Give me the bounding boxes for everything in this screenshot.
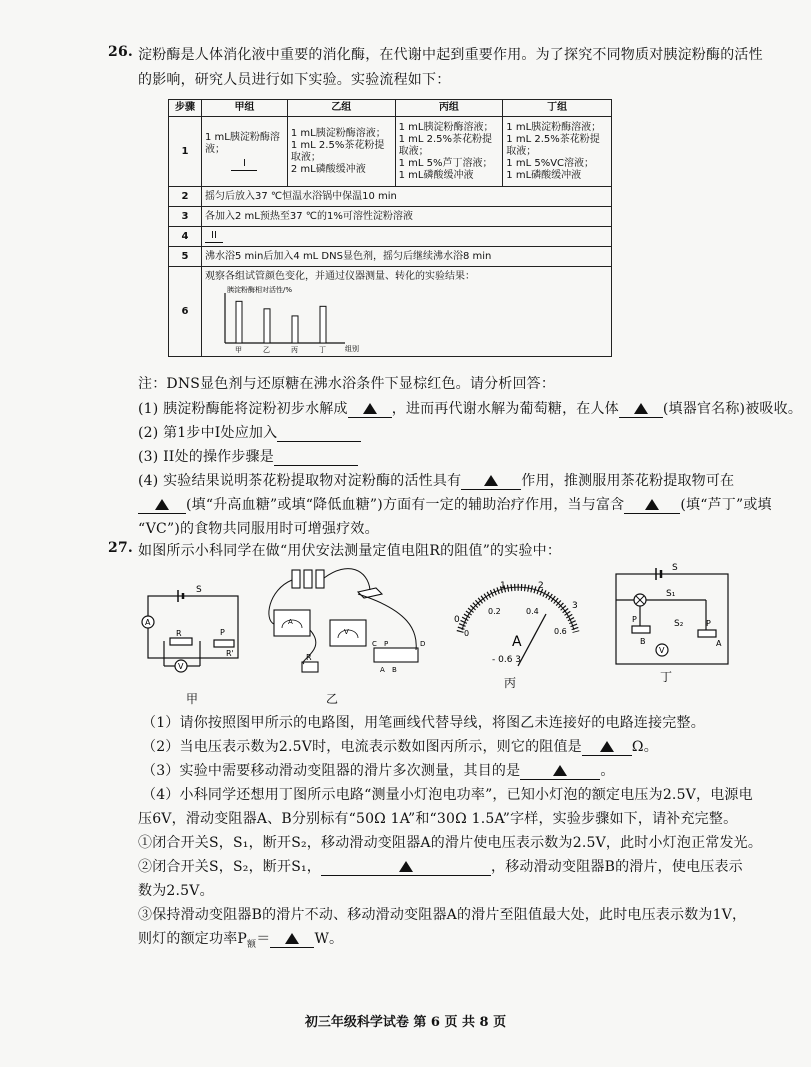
svg-text:0.6: 0.6 — [554, 627, 567, 636]
svg-text:S₁: S₁ — [666, 589, 676, 599]
chart-bar-0 — [236, 301, 242, 343]
table-row4-step: 4 — [169, 227, 202, 247]
svg-text:- 0.6 3: - 0.6 3 — [492, 655, 522, 665]
dial-needle — [518, 614, 546, 666]
table-row2-step: 2 — [169, 187, 202, 207]
svg-text:V: V — [178, 662, 184, 671]
chart-bar-1 — [264, 308, 270, 342]
battery-cell-icon — [304, 570, 312, 588]
chart-category-label: 丁 — [319, 345, 326, 353]
figure-jia-circuit — [136, 578, 246, 688]
table-row1-yi: 1 mL胰淀粉酶溶液； 1 mL 2.5%茶花粉提取液； 2 mL磷酸缓冲液 — [287, 117, 395, 187]
rheostat-b-icon — [632, 626, 650, 633]
bar-chart-svg — [205, 283, 365, 353]
row1-jia-text: 1 mL胰淀粉酶溶液； — [205, 132, 280, 155]
table-row6-step: 6 — [169, 267, 202, 357]
answer-marker-icon — [155, 499, 169, 510]
table-row4-text: II — [202, 227, 612, 247]
q27-part4-line2: 压6V，滑动变阻器A、B分别标有“50Ω 1A”和“30Ω 1.5A”字样，实验步骤如下，请补充完整。 — [138, 811, 738, 827]
svg-text:R: R — [306, 653, 312, 662]
q26-sub3-blank[interactable] — [274, 449, 358, 466]
svg-text:R: R — [176, 629, 182, 638]
q26-sub2: (2) 第1步中I处应加入 — [138, 422, 361, 442]
table-row1-ding: 1 mL胰淀粉酶溶液； 1 mL 2.5%茶花粉提取液； 1 mL 5%VC溶液； 1 mL磷酸缓冲液 — [503, 117, 612, 187]
chart-category-label: 甲 — [235, 345, 242, 353]
q27-part2: （2）当电压表示数为2.5V时，电流表示数如图丙所示，则它的阻值是 Ω。 — [142, 739, 658, 755]
row1-jia-mark: I — [205, 158, 284, 171]
page-footer: 初三年级科学试卷 第 6 页 共 8 页 — [304, 1015, 507, 1030]
answer-marker-icon — [399, 861, 413, 872]
svg-text:R': R' — [226, 649, 234, 658]
svg-text:P: P — [632, 615, 637, 624]
q27-step2-line1: ②闭合开关S，S₂，断开S₁， ，移动滑动变阻器B的滑片，使电压表示 — [138, 859, 743, 875]
answer-marker-icon — [600, 741, 614, 752]
q26-sub4-line2: (填“升高血糖”或填“降低血糖”)方面有一定的辅助治疗作用，当与富含 (填“芦丁”或填 — [138, 494, 772, 514]
q27-step2-line2: 数为2.5V。 — [138, 883, 214, 899]
resistor-r-icon — [170, 638, 192, 645]
q26-sub2-blank[interactable] — [277, 425, 361, 442]
q26-sub1: (1) 胰淀粉酶能将淀粉初步水解成 ，进而再代谢水解为葡萄糖，在人体 (填器官名称)被吸收。 — [138, 401, 803, 417]
q26-sub4-line3: “VC”)的食物共同服用时可增强疗效。 — [138, 521, 379, 537]
figure-yi-apparatus — [258, 560, 438, 685]
table-header-jia: 甲组 — [202, 100, 288, 117]
svg-text:C: C — [372, 640, 377, 648]
q26-number: 26. — [108, 44, 133, 60]
svg-text:D: D — [420, 640, 426, 648]
table-header-yi: 乙组 — [287, 100, 395, 117]
q27-part3: （3）实验中需要移动滑动变阻器的滑片多次测量，其目的是 。 — [142, 763, 615, 779]
answer-marker-icon — [285, 933, 299, 944]
q27-part4-line1: （4）小科同学还想用丁图所示电路“测量小灯泡电功率”，已知小灯泡的额定电压为2.5V，电源电 — [142, 787, 753, 803]
table-row6-cell — [202, 267, 612, 357]
svg-text:2: 2 — [538, 581, 544, 591]
svg-text:A: A — [512, 634, 522, 650]
battery-cell-icon — [316, 570, 324, 588]
answer-marker-icon — [363, 403, 377, 414]
svg-text:A: A — [145, 618, 151, 627]
activity-chart — [205, 283, 608, 353]
chart-category-label: 乙 — [263, 345, 270, 353]
figure-jia-label: 甲 — [186, 692, 199, 706]
q26-sub4-line1: (4) 实验结果说明茶花粉提取物对淀粉酶的活性具有 作用，推测服用茶花粉提取物可在 — [138, 473, 735, 489]
figure-ding-label: 丁 — [660, 670, 673, 684]
q27-number: 27. — [108, 540, 133, 556]
table-row2-text: 摇匀后放入37 ℃恒温水浴锅中保温10 min — [202, 187, 612, 207]
svg-text:P: P — [706, 619, 711, 628]
svg-text:V: V — [344, 628, 349, 636]
svg-text:A: A — [716, 639, 722, 648]
table-row1-jia — [202, 117, 288, 187]
table-row3-step: 3 — [169, 207, 202, 227]
table-row1-bing: 1 mL胰淀粉酶溶液； 1 mL 2.5%茶花粉提取液； 1 mL 5%芦丁溶液； 1 mL磷酸缓冲液 — [395, 117, 503, 187]
svg-text:S₂: S₂ — [674, 619, 684, 629]
q26-sub3: (3) II处的操作步骤是 — [138, 446, 358, 466]
answer-marker-icon — [645, 499, 659, 510]
chart-ylabel: 胰淀粉酶相对活性/% — [227, 285, 293, 294]
q27-step1: ①闭合开关S，S₁，断开S₂，移动滑动变阻器A的滑片使电压表示数为2.5V，此时小灯泡正常发光。 — [138, 835, 763, 851]
table-header-step: 步骤 — [169, 100, 202, 117]
svg-text:A: A — [288, 618, 293, 626]
q27-intro: 如图所示小科同学在做“用伏安法测量定值电阻R的阻值”的实验中： — [138, 543, 562, 559]
experiment-table — [168, 99, 612, 357]
rheostat-icon — [214, 640, 234, 647]
svg-text:A: A — [380, 666, 385, 674]
table-row5-step: 5 — [169, 247, 202, 267]
svg-text:P: P — [384, 640, 389, 648]
q27-part1: （1）请你按照图甲所示的电路图，用笔画线代替导线，将图乙未连接好的电路连接完整。 — [142, 715, 705, 731]
svg-text:B: B — [392, 666, 397, 674]
figure-bing-label: 丙 — [504, 676, 517, 690]
table-header-bing: 丙组 — [395, 100, 503, 117]
figure-yi-label: 乙 — [326, 692, 339, 706]
battery-cell-icon — [292, 570, 300, 588]
rheostat-device-icon — [374, 648, 418, 662]
svg-text:0.4: 0.4 — [526, 607, 539, 616]
svg-text:3: 3 — [572, 601, 578, 611]
jia-label-s: S — [196, 585, 202, 595]
q27-step3-line2: 则灯的额定功率$P_额= W$。 — [138, 931, 344, 950]
rheostat-a-icon — [698, 630, 716, 637]
table-row6-text: 观察各组试管颜色变化，并通过仪器测量、转化的实验结果： — [205, 270, 475, 282]
svg-text:0: 0 — [454, 615, 460, 625]
svg-text:V: V — [659, 646, 665, 655]
svg-text:1: 1 — [500, 581, 506, 591]
answer-marker-icon — [553, 765, 567, 776]
table-row5-text: 沸水浴5 min后加入4 mL DNS显色剂，摇匀后继续沸水浴8 min — [202, 247, 612, 267]
chart-xlabel: 组别 — [345, 344, 359, 353]
q26-intro-line2: 的影响，研究人员进行如下实验。实验流程如下： — [138, 72, 451, 88]
svg-text:0.2: 0.2 — [488, 607, 501, 616]
table-row1-step: 1 — [169, 117, 202, 187]
resistor-device-icon — [302, 662, 318, 672]
chart-bar-2 — [292, 315, 298, 342]
svg-text:B: B — [640, 637, 646, 646]
chart-bar-3 — [320, 306, 326, 343]
q26-note: 注：DNS显色剂与还原糖在沸水浴条件下显棕红色。请分析回答： — [138, 376, 556, 392]
q26-intro-line1: 淀粉酶是人体消化液中重要的消化酶，在代谢中起到重要作用。为了探究不同物质对胰淀粉酶的活性 — [138, 47, 763, 63]
answer-marker-icon — [634, 403, 648, 414]
table-row3-text: 各加入2 mL预热至37 ℃的1%可溶性淀粉溶液 — [202, 207, 612, 227]
dial-scale — [460, 587, 576, 632]
figure-bing-ammeter-dial — [448, 574, 588, 684]
table-header-ding: 丁组 — [503, 100, 612, 117]
q27-step3-line1: ③保持滑动变阻器B的滑片不动、移动滑动变阻器A的滑片至阻值最大处，此时电压表示数为1V， — [138, 907, 747, 923]
svg-text:P: P — [220, 628, 225, 637]
svg-text:S: S — [672, 563, 678, 573]
figure-ding-circuit — [606, 560, 736, 675]
chart-category-label: 丙 — [291, 345, 298, 353]
answer-marker-icon — [484, 475, 498, 486]
svg-text:0: 0 — [464, 629, 470, 638]
